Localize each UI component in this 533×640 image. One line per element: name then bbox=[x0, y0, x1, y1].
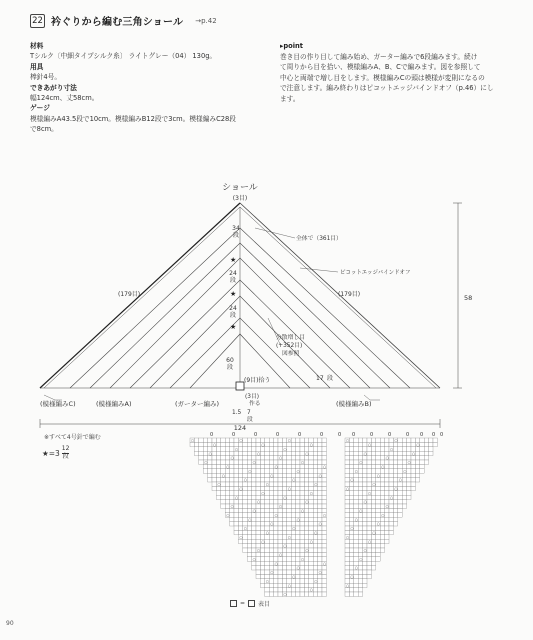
svg-text:○: ○ bbox=[305, 548, 309, 553]
svg-text:○: ○ bbox=[350, 526, 354, 531]
svg-text:○: ○ bbox=[350, 575, 354, 579]
pickup-label: (9目)拾う bbox=[244, 377, 271, 384]
svg-text:○: ○ bbox=[359, 509, 363, 513]
svg-text:○: ○ bbox=[385, 504, 389, 509]
garter-label: (ガーター編み) bbox=[175, 400, 220, 408]
star-marker: ★ bbox=[230, 290, 237, 298]
star-formula-prefix: ★=3 bbox=[42, 448, 60, 458]
svg-text:○: ○ bbox=[279, 504, 283, 509]
svg-text:○: ○ bbox=[296, 469, 300, 474]
point-line-5: ます。 bbox=[280, 94, 300, 103]
pattern-title: 衿ぐりから編む三角ショール bbox=[51, 17, 184, 28]
height-label: 58 bbox=[464, 294, 473, 302]
pattern-c-label: (模様編みC) bbox=[40, 400, 76, 408]
chart-column-label: 0 bbox=[352, 432, 356, 438]
page-reference: →p.42 bbox=[195, 16, 217, 25]
legend-equals: = bbox=[240, 600, 246, 607]
svg-text:○: ○ bbox=[257, 500, 261, 505]
tools-text: 棒針4号。 bbox=[30, 73, 62, 82]
svg-text:○: ○ bbox=[372, 531, 376, 535]
svg-text:○: ○ bbox=[390, 495, 394, 500]
right-count-label: (179目) bbox=[338, 291, 361, 298]
diagram-title: ショール bbox=[222, 183, 258, 193]
width-15-label: 1.5 bbox=[232, 410, 242, 416]
stitch-charts bbox=[0, 430, 533, 600]
row-24b-label: 24 bbox=[229, 305, 237, 312]
svg-text:○: ○ bbox=[243, 526, 247, 531]
svg-text:○: ○ bbox=[217, 482, 221, 487]
stitch-legend bbox=[230, 599, 270, 608]
top-count-label: (3目) bbox=[232, 195, 248, 202]
svg-text:○: ○ bbox=[283, 447, 287, 452]
svg-text:○: ○ bbox=[346, 487, 350, 491]
distribution-label-3: 図参照 bbox=[282, 351, 300, 357]
svg-text:○: ○ bbox=[318, 522, 322, 527]
svg-text:○: ○ bbox=[252, 460, 256, 465]
svg-text:○: ○ bbox=[292, 526, 296, 531]
svg-text:○: ○ bbox=[239, 487, 243, 491]
svg-text:○: ○ bbox=[354, 469, 358, 474]
point-line-4: で注意します。編み終わりはピコットエッジバインドオフ（p.46）にし bbox=[280, 84, 494, 93]
chart-column-label: 0 bbox=[406, 432, 410, 438]
svg-text:○: ○ bbox=[412, 451, 416, 456]
svg-text:○: ○ bbox=[239, 438, 243, 443]
svg-text:○: ○ bbox=[363, 548, 367, 553]
legend-text: 表目 bbox=[258, 601, 271, 608]
svg-text:○: ○ bbox=[309, 491, 313, 496]
cast-on-label-1: (3目) bbox=[245, 394, 260, 400]
svg-text:○: ○ bbox=[279, 456, 283, 461]
point-heading: ▸point bbox=[280, 42, 303, 50]
svg-text:○: ○ bbox=[274, 561, 278, 566]
svg-text:○: ○ bbox=[283, 544, 287, 549]
svg-text:○: ○ bbox=[261, 491, 265, 496]
svg-text:○: ○ bbox=[230, 456, 234, 461]
svg-text:○: ○ bbox=[270, 473, 274, 478]
svg-text:○: ○ bbox=[301, 460, 305, 465]
svg-text:○: ○ bbox=[261, 539, 265, 544]
row-7-unit: 段 bbox=[247, 417, 253, 423]
svg-text:○: ○ bbox=[243, 478, 247, 483]
row-60-unit: 段 bbox=[226, 364, 234, 371]
svg-text:○: ○ bbox=[394, 487, 398, 491]
svg-text:○: ○ bbox=[309, 539, 313, 544]
svg-text:○: ○ bbox=[354, 566, 358, 571]
star-marker: ★ bbox=[230, 323, 237, 331]
page-number: 90 bbox=[6, 620, 14, 627]
svg-text:○: ○ bbox=[398, 478, 402, 483]
svg-text:○: ○ bbox=[279, 553, 283, 557]
svg-text:○: ○ bbox=[359, 460, 363, 465]
svg-text:○: ○ bbox=[248, 517, 252, 522]
chart-column-labels bbox=[210, 432, 443, 438]
svg-text:○: ○ bbox=[318, 570, 322, 575]
tools-heading: 用具 bbox=[30, 62, 44, 71]
svg-text:○: ○ bbox=[265, 579, 269, 584]
svg-text:○: ○ bbox=[257, 451, 261, 456]
svg-text:○: ○ bbox=[292, 478, 296, 483]
chart-column-label: 0 bbox=[388, 432, 392, 438]
gauge-heading: ゲージ bbox=[30, 104, 50, 113]
pattern-number-badge: 22 bbox=[30, 14, 45, 28]
svg-text:○: ○ bbox=[350, 478, 354, 483]
svg-text:○: ○ bbox=[314, 482, 318, 487]
knit-stitch-symbol-2 bbox=[248, 600, 255, 607]
svg-text:○: ○ bbox=[283, 495, 287, 500]
svg-text:○: ○ bbox=[363, 451, 367, 456]
materials-heading: 材料 bbox=[30, 42, 44, 50]
svg-text:○: ○ bbox=[235, 447, 239, 452]
chart-column-label: 0 bbox=[210, 432, 214, 438]
svg-text:○: ○ bbox=[235, 495, 239, 500]
knit-stitch-symbol bbox=[230, 600, 237, 607]
svg-text:○: ○ bbox=[270, 570, 274, 575]
chart-column-label: 0 bbox=[338, 432, 342, 438]
svg-text:○: ○ bbox=[213, 443, 217, 447]
svg-text:○: ○ bbox=[381, 513, 385, 518]
stitch-chart-left bbox=[190, 438, 326, 597]
svg-text:○: ○ bbox=[274, 513, 278, 518]
gauge-text-2: で8cm。 bbox=[30, 125, 58, 134]
row-60-label: 60 bbox=[226, 357, 234, 364]
chart-column-label: 0 bbox=[232, 432, 236, 438]
chart-column-label: 0 bbox=[320, 432, 324, 438]
svg-text:○: ○ bbox=[287, 487, 291, 491]
svg-text:○: ○ bbox=[204, 460, 208, 465]
point-line-1: 巻き目の作り目して編み始め、ガーター編みで6段編みます。続け bbox=[280, 52, 478, 61]
svg-text:○: ○ bbox=[239, 535, 243, 540]
width-label: 124 bbox=[233, 424, 247, 430]
svg-text:○: ○ bbox=[403, 469, 407, 474]
svg-text:○: ○ bbox=[261, 443, 265, 447]
chart-column-label: 0 bbox=[276, 432, 280, 438]
row-17-label: 17 bbox=[316, 375, 324, 382]
star-marker: ★ bbox=[230, 256, 237, 264]
chart-column-label: 0 bbox=[298, 432, 302, 438]
svg-text:○: ○ bbox=[323, 561, 327, 566]
star-fraction-numerator: 12 bbox=[61, 445, 70, 452]
needle-note: ※すべて4号針で編む bbox=[44, 434, 101, 441]
size-text: 幅124cm、丈58cm。 bbox=[30, 94, 99, 103]
svg-text:○: ○ bbox=[368, 539, 372, 544]
svg-text:○: ○ bbox=[265, 482, 269, 487]
svg-text:○: ○ bbox=[257, 548, 261, 553]
point-line-3: 中心と両端で増し目をします。模様編みCの頭は模様が変則になるの bbox=[280, 73, 485, 82]
svg-text:○: ○ bbox=[252, 509, 256, 513]
pattern-a-label: (模様編みA) bbox=[96, 400, 132, 408]
svg-text:○: ○ bbox=[226, 513, 230, 518]
svg-text:○: ○ bbox=[309, 443, 313, 447]
pattern-b-label: (模様編みB) bbox=[336, 400, 372, 408]
svg-text:○: ○ bbox=[265, 531, 269, 535]
svg-text:○: ○ bbox=[221, 473, 225, 478]
left-count-label: (179目) bbox=[118, 291, 141, 298]
svg-text:○: ○ bbox=[407, 460, 411, 465]
row-34-unit: 段 bbox=[232, 232, 240, 239]
svg-text:○: ○ bbox=[309, 588, 313, 593]
cast-on-label-2: 作る bbox=[249, 401, 261, 407]
row-24a-label: 24 bbox=[229, 270, 237, 277]
svg-text:○: ○ bbox=[346, 438, 350, 443]
svg-text:○: ○ bbox=[230, 504, 234, 509]
svg-text:○: ○ bbox=[305, 451, 309, 456]
svg-text:○: ○ bbox=[292, 575, 296, 579]
row-24b-unit: 段 bbox=[229, 312, 237, 319]
stitch-chart-right bbox=[345, 438, 437, 596]
svg-text:○: ○ bbox=[346, 583, 350, 588]
star-fraction-denominator: 段 bbox=[62, 452, 69, 460]
svg-text:○: ○ bbox=[208, 451, 212, 456]
svg-text:○: ○ bbox=[287, 583, 291, 588]
svg-text:○: ○ bbox=[283, 592, 287, 597]
svg-text:○: ○ bbox=[296, 566, 300, 571]
svg-text:○: ○ bbox=[314, 531, 318, 535]
svg-text:○: ○ bbox=[368, 443, 372, 447]
materials-text: Tシルク〔中細タイプシルク糸〕 ライトグレー（04） 130g。 bbox=[30, 52, 217, 61]
svg-text:○: ○ bbox=[394, 438, 398, 443]
svg-text:○: ○ bbox=[385, 456, 389, 461]
row-24a-unit: 段 bbox=[229, 277, 237, 284]
point-line-2: て周りから目を拾い、模様編みA、B、Cで編みます。図を参照して bbox=[280, 63, 481, 72]
svg-text:○: ○ bbox=[274, 465, 278, 469]
svg-text:○: ○ bbox=[376, 522, 380, 527]
svg-text:○: ○ bbox=[301, 557, 305, 562]
svg-text:○: ○ bbox=[372, 482, 376, 487]
svg-text:○: ○ bbox=[296, 517, 300, 522]
svg-text:○: ○ bbox=[323, 513, 327, 518]
distribution-label-1: 分散増し目 bbox=[276, 335, 305, 341]
chart-column-label: 0 bbox=[440, 432, 444, 438]
chart-column-label: 0 bbox=[370, 432, 374, 438]
svg-text:○: ○ bbox=[248, 469, 252, 474]
svg-text:○: ○ bbox=[226, 465, 230, 469]
svg-text:○: ○ bbox=[381, 465, 385, 469]
svg-text:○: ○ bbox=[301, 509, 305, 513]
svg-text:○: ○ bbox=[270, 522, 274, 527]
row-17-unit: 段 bbox=[327, 375, 334, 382]
svg-text:○: ○ bbox=[390, 447, 394, 452]
total-stitches-label: 全体で（361目） bbox=[296, 236, 342, 242]
svg-text:○: ○ bbox=[314, 579, 318, 584]
picot-bindoff-label: ピコットエッジバインドオフ bbox=[340, 270, 411, 276]
svg-text:○: ○ bbox=[318, 473, 322, 478]
gauge-text-1: 模様編みA43.5段で10cm。模様編みB12段で3cm。模様編みC28段 bbox=[30, 114, 236, 123]
chart-column-label: 0 bbox=[420, 432, 424, 438]
svg-text:○: ○ bbox=[346, 535, 350, 540]
svg-text:○: ○ bbox=[368, 491, 372, 496]
svg-text:○: ○ bbox=[252, 557, 256, 562]
svg-text:○: ○ bbox=[376, 473, 380, 478]
svg-text:○: ○ bbox=[191, 438, 195, 443]
svg-text:○: ○ bbox=[363, 500, 367, 505]
chart-column-label: 0 bbox=[254, 432, 258, 438]
svg-text:○: ○ bbox=[359, 557, 363, 562]
row-7-label: 7 bbox=[247, 410, 251, 416]
svg-text:○: ○ bbox=[416, 443, 420, 447]
svg-text:○: ○ bbox=[323, 465, 327, 469]
distribution-label-2: (+352目) bbox=[276, 343, 303, 349]
size-heading: できあがり寸法 bbox=[30, 83, 77, 92]
chart-column-label: 0 bbox=[432, 432, 436, 438]
svg-text:○: ○ bbox=[287, 535, 291, 540]
svg-text:○: ○ bbox=[354, 517, 358, 522]
svg-text:○: ○ bbox=[305, 500, 309, 505]
row-34-label: 34 bbox=[232, 225, 240, 232]
svg-text:○: ○ bbox=[287, 438, 291, 443]
